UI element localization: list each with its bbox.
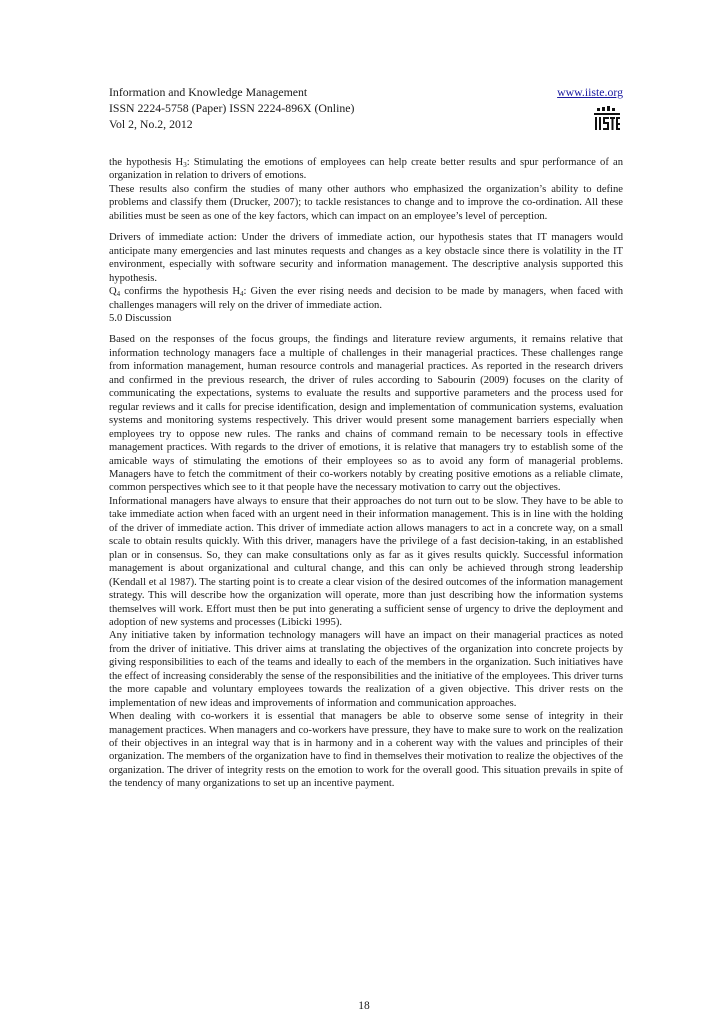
iiste-logo (593, 106, 621, 132)
issn: ISSN 2224-5758 (Paper) ISSN 2224-896X (Online) (109, 101, 355, 115)
paragraph: Drivers of immediate action: Under the drivers of immediate action, our hypothesis states that IT managers would anticipate many emergencies and last minutes requests and changes as a key obstacle since there is volatility in the IT environment, especially with software security and information management. The descriptive analysis supported this hypothesis. (109, 232, 623, 284)
paragraph: $Q_4$ confirms the hypothesis $H_4$: Given the ever rising needs and decision to be made by managers, when faced with challenges managers will rely on the driver of immediate action. (109, 286, 623, 311)
article-body (109, 156, 623, 791)
page (109, 84, 623, 791)
paragraph: These results also confirm the studies of many other authors who emphasized the organization’s ability to define problems and classify them (Drucker, 2007); to tackle resistances to change and to improve the co-ordination. All these abilities must be seen as one of the key factors, which can impact on an employee’s level of perception. (109, 183, 623, 222)
paragraph: Informational managers have always to ensure that their approaches do not turn out to be slow. They have to be able to take immediate action when faced with an urgent need in their information management. This is in line with the holding of the driver of immediate action. This driver of immediate action allows managers to act in a concrete way, on a small scale to obtain results quickly. With this driver, managers have the privilege of a fast decision-taking, in an established plan or in consensus. So, they can make consultations only as far as it gives results quickly. Successful information management is about organizational and cultural change, and this can only be achieved through strong leadership (Kendall et al 1987). The starting point is to create a clear vision of the desired outcomes of the information management strategy. This will describe how the organization will operate, more than just describing how the information systems themselves will work. Effort must then be put into generating a sufficient sense of urgency to drive the deployment and adoption of new systems and processes (Libicki 1995). (109, 495, 623, 628)
volume-issue: Vol 2, No.2, 2012 (109, 117, 193, 131)
journal-url-link[interactable]: www.iiste.org (557, 85, 623, 99)
running-header (109, 84, 623, 140)
paragraph: Based on the responses of the focus groups, the findings and literature review arguments, it remains relative that information technology managers face a multiple of challenges in their managerial practices. These challenges range from information management, human resource controls and managerial practices. As reported in the research drivers and confirmed in the previous research, the driver of rules according to Sabourin (2009) focuses on the clarity of communicating the expectations, systems to evaluate the results and supportive parameters and the process used for regular reviews and it calls for precise identification, design and implementation of communication systems, evaluation systems and monitoring systems respectively. This driver would present some management barriers especially when employees try to oppose new rules. The ranks and chains of command remain to be necessary tools in effective management practices. With regards to the driver of emotions, it is relative that managers try to establish some of the amicable ways of stimulating the emotions of their employees so as to avoid any form of managerial problems. Managers have to fetch the commitment of their co-workers notably by creating positive emotions as a reliable climate, common perspectives which see to it that people have the necessary motivation to carry out the objectives. (109, 334, 623, 494)
section-heading: 5.0 Discussion (109, 312, 172, 324)
page-number: 18 (358, 1000, 370, 1012)
paragraph: When dealing with co-workers it is essential that managers be able to observe some sense of integrity in their management practices. When managers and co-workers have pressure, they have to make sure to work on the realization of their objectives in an integral way that is in harmony and in a coherent way with the values and principles of their organization. The members of the organization have to find in themselves their motivation to realize the objectives of the organization. The driver of integrity rests on the emotion to work for the overall good. This situation prevails in spite of the tendency of many organizations to set up an incentive payment. (109, 711, 623, 790)
paragraph: Any initiative taken by information technology managers will have an impact on their managerial practices as noted from the driver of initiative. This driver aims at translating the objectives of the organization into concrete projects by giving responsibilities to each of the teams and ideally to each of the members in the organization. Such initiatives have the effect of increasing considerably the sense of the responsibilities and the initiative of the employees. This driver turns the more capable and voluntary employees towards the realization of a given objective. This driver rests on the implementation of new ideas and improvements of information and communication approaches. (109, 630, 623, 709)
paragraph: the hypothesis $H_3$: Stimulating the emotions of employees can help create better results and spur performance of an organization in relation to drivers of emotions. (109, 157, 623, 182)
journal-title: Information and Knowledge Management (109, 85, 308, 99)
